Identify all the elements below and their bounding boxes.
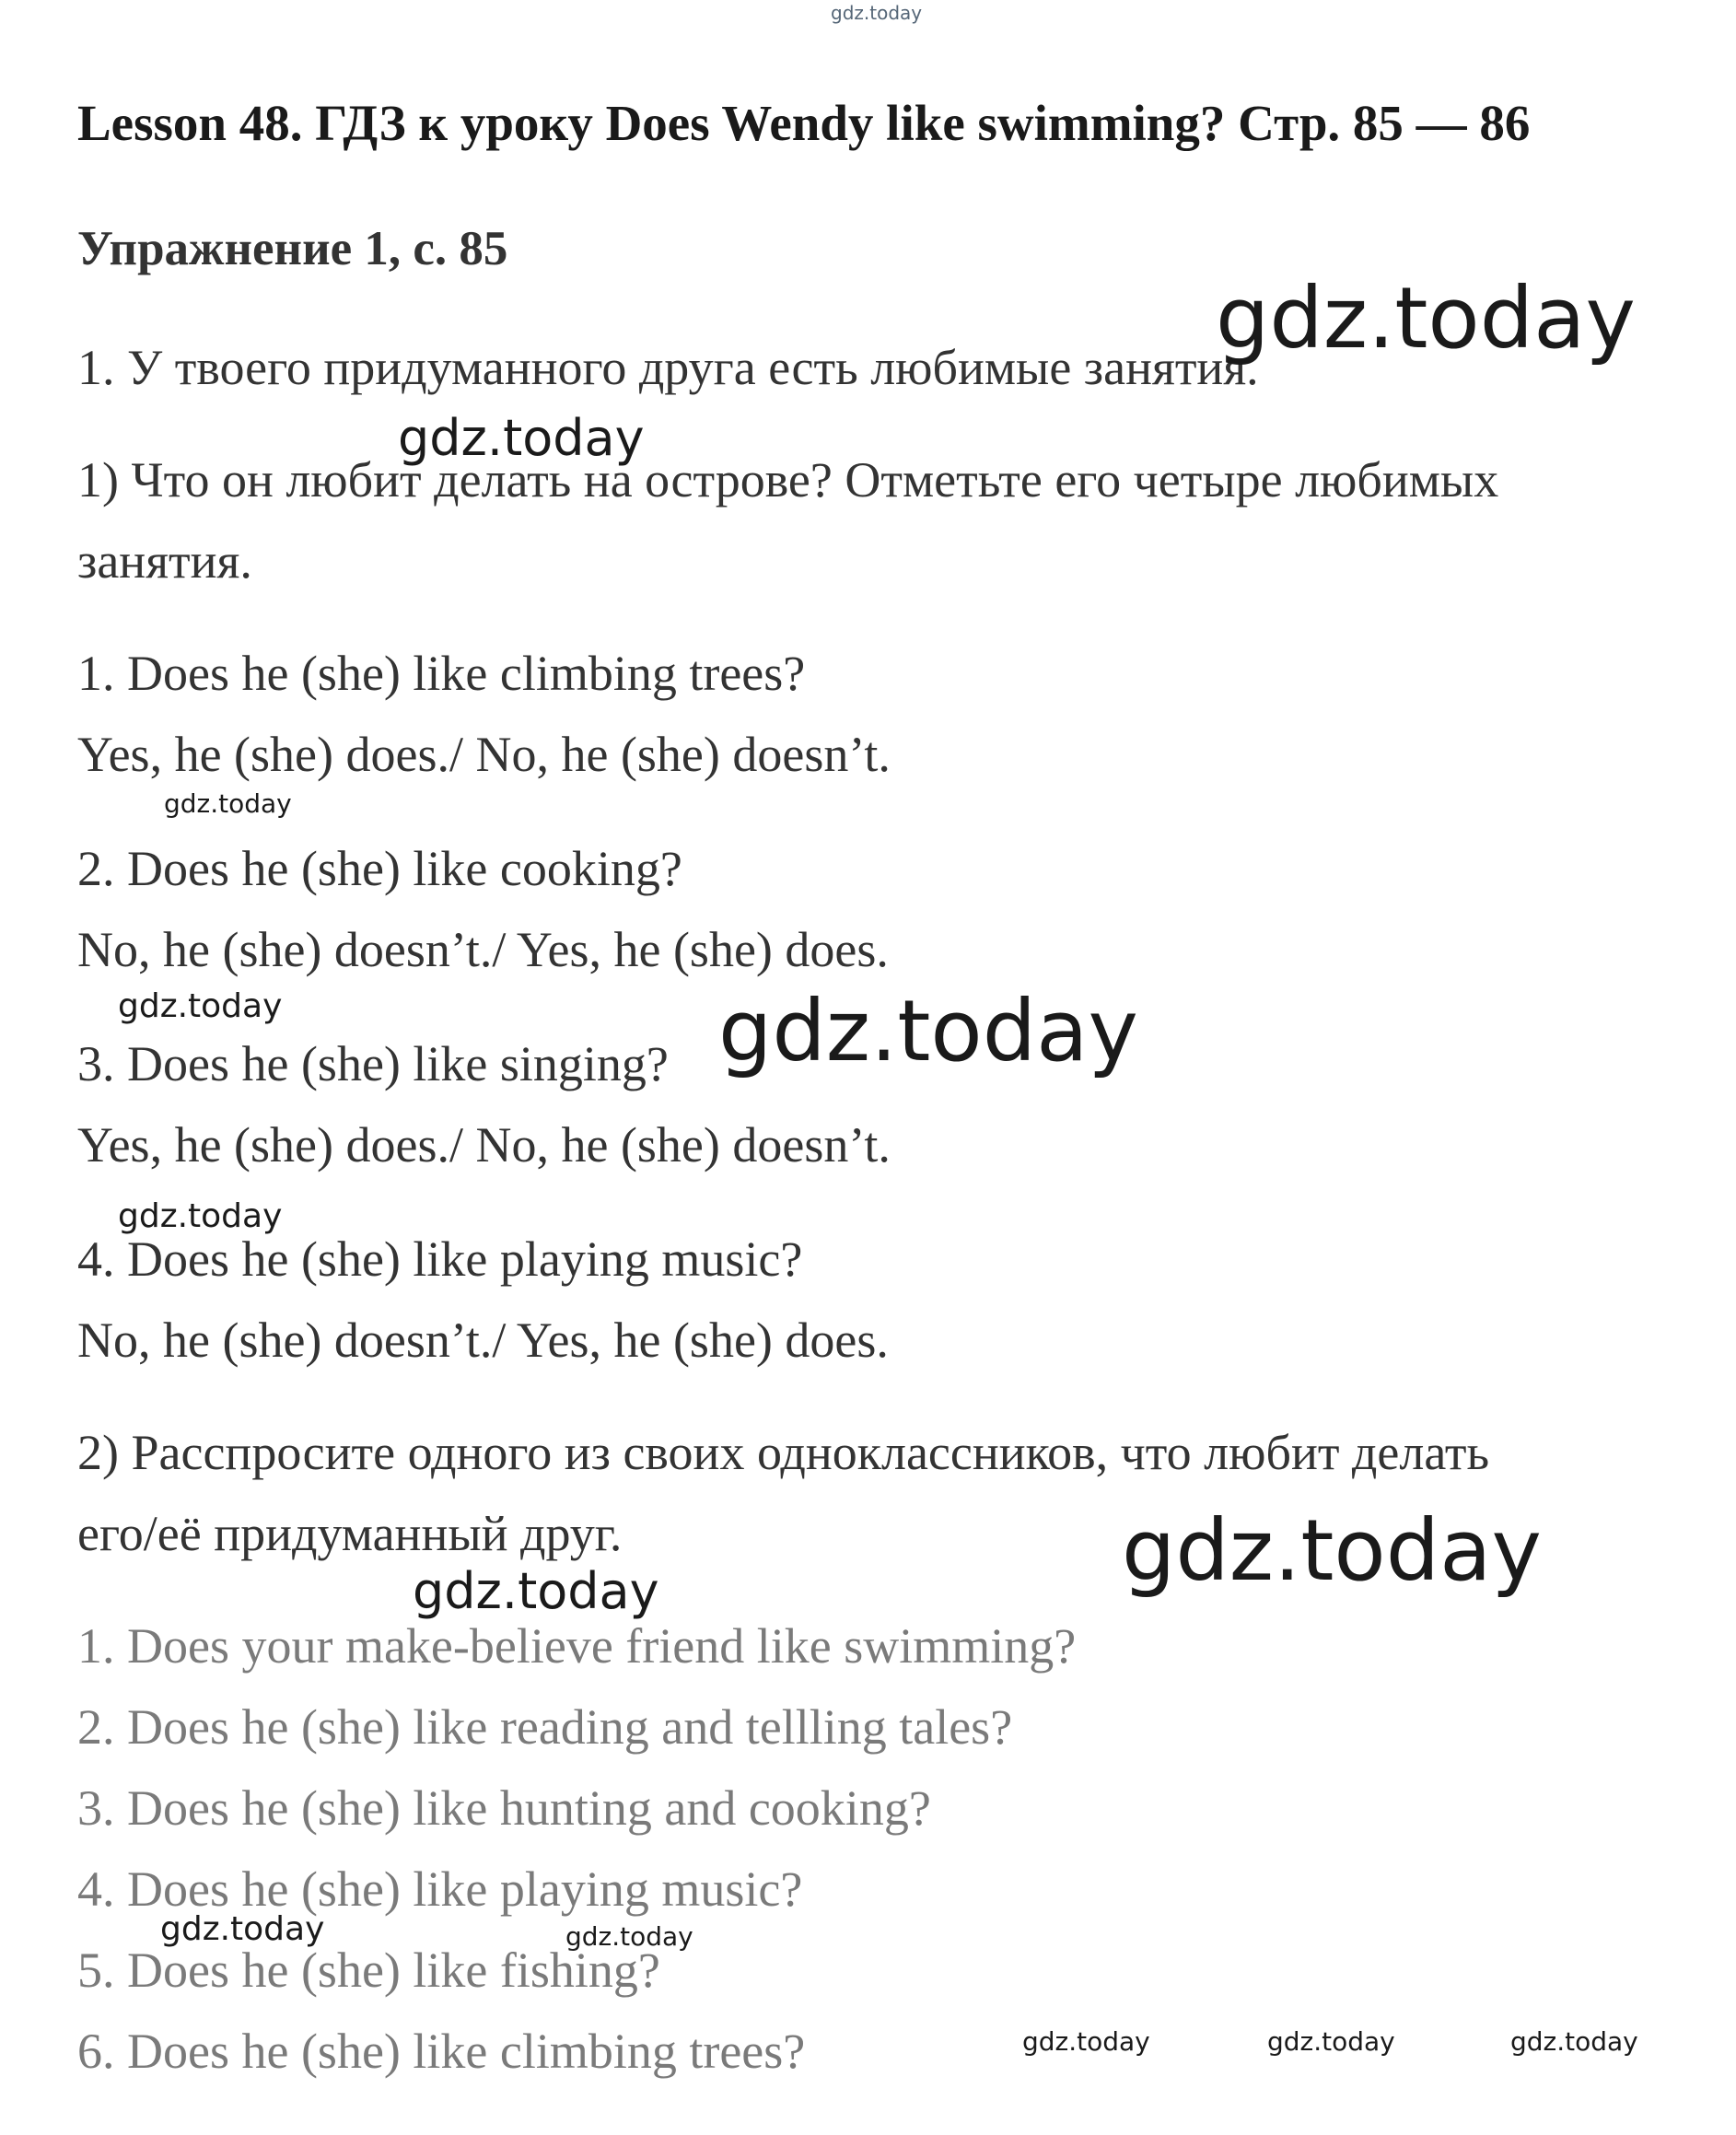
part1-instruction-line2: занятия. (77, 533, 252, 589)
part2-question-2: 2. Does he (she) like reading and tellling tales? (77, 1699, 1013, 1755)
part1-answer-3: Yes, he (she) does./ No, he (she) doesn’t. (77, 1117, 891, 1172)
part1-question-4: 4. Does he (she) like playing music? (77, 1231, 803, 1287)
watermark: gdz.today (164, 788, 292, 819)
watermark: gdz.today (1510, 2026, 1638, 2057)
watermark: gdz.today (718, 982, 1138, 1080)
part1-answer-2: No, he (she) doesn’t./ Yes, he (she) does. (77, 922, 889, 977)
part1-question-2: 2. Does he (she) like cooking? (77, 841, 682, 896)
part1-answer-1: Yes, he (she) does./ No, he (she) doesn’t. (77, 727, 891, 782)
watermark: gdz.today (160, 1910, 325, 1948)
part2-question-1: 1. Does your make-believe friend like swimming? (77, 1618, 1077, 1674)
header-watermark: gdz.today (831, 2, 923, 24)
watermark: gdz.today (413, 1562, 659, 1620)
part2-instruction-line1: 2) Расспросите одного из своих одноклассников, что любит делать (77, 1425, 1490, 1480)
watermark: gdz.today (1122, 1501, 1542, 1600)
part2-question-3: 3. Does he (she) like hunting and cooking? (77, 1780, 931, 1836)
watermark: gdz.today (118, 1197, 283, 1235)
part1-question-3: 3. Does he (she) like singing? (77, 1036, 669, 1091)
part1-question-1: 1. Does he (she) like climbing trees? (77, 646, 806, 701)
part2-instruction-line2: его/её придуманный друг. (77, 1506, 623, 1561)
part2-question-4: 4. Does he (she) like playing music? (77, 1861, 803, 1917)
watermark: gdz.today (398, 409, 645, 467)
task-intro: 1. У твоего придуманного друга есть любимые занятия. (77, 340, 1259, 395)
watermark: gdz.today (1022, 2026, 1150, 2057)
exercise-heading: Упражнение 1, с. 85 (77, 222, 508, 275)
watermark: gdz.today (118, 987, 283, 1025)
part2-question-5: 5. Does he (she) like fishing? (77, 1942, 660, 1998)
watermark: gdz.today (1216, 269, 1636, 368)
watermark: gdz.today (565, 1921, 693, 1952)
page-title: Lesson 48. ГДЗ к уроку Does Wendy like swimming? Стр. 85 — 86 (77, 95, 1531, 151)
part1-instruction-line1: 1) Что он любит делать на острове? Отметьте его четыре любимых (77, 452, 1499, 508)
part1-answer-4: No, he (she) doesn’t./ Yes, he (she) does. (77, 1312, 889, 1368)
watermark: gdz.today (1267, 2026, 1395, 2057)
part2-question-6: 6. Does he (she) like climbing trees? (77, 2024, 806, 2079)
